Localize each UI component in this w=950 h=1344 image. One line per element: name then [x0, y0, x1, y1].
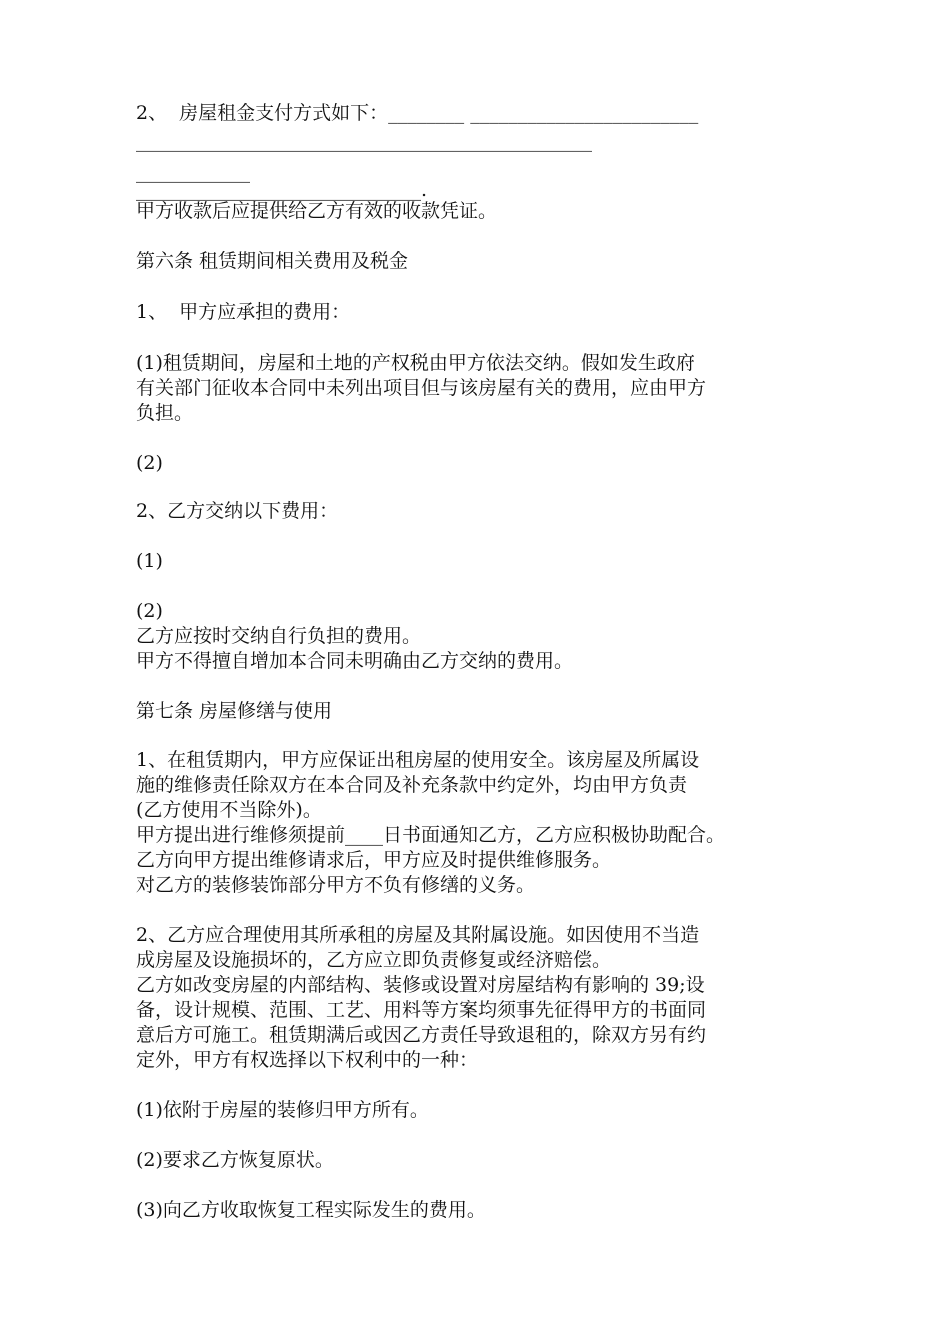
paragraph-line: 2、乙方交纳以下费用： [136, 500, 339, 522]
paragraph-line: (1)租赁期间，房屋和土地的产权税由甲方依法交纳。假如发生政府 [136, 352, 695, 374]
section-heading: 第六条 租赁期间相关费用及税金 [136, 250, 409, 272]
paragraph-line: 有关部门征收本合同中未列出项目但与该房屋有关的费用，应由甲方 [136, 377, 707, 399]
paragraph-line: 施的维修责任除双方在本合同及补充条款中约定外，均由甲方负责 [136, 774, 688, 796]
list-item: (1) [136, 550, 163, 572]
blank-line: ______________________________. [136, 179, 428, 201]
list-item: (2) [136, 600, 163, 622]
paragraph-line: 甲方提出进行维修须提前____日书面通知乙方，乙方应积极协助配合。 [136, 824, 726, 846]
blank-line: ____________ [136, 161, 250, 183]
paragraph-line: (乙方使用不当除外)。 [136, 799, 322, 821]
payment-method-line: 2、 房屋租金支付方式如下：________ ________________________ [136, 102, 699, 124]
paragraph-line: 2、乙方应合理使用其所承租的房屋及其附属设施。如因使用不当造 [136, 924, 700, 946]
paragraph-line: 备，设计规模、范围、工艺、用料等方案均须事先征得甲方的书面同 [136, 999, 707, 1021]
list-item: (2) [136, 452, 163, 474]
paragraph-line: 乙方应按时交纳自行负担的费用。 [136, 625, 422, 647]
paragraph-line: 定外，甲方有权选择以下权利中的一种： [136, 1049, 479, 1071]
paragraph-line: 1、 甲方应承担的费用： [136, 301, 351, 323]
paragraph-line: 负担。 [136, 402, 194, 424]
section-heading: 第七条 房屋修缮与使用 [136, 700, 333, 722]
paragraph-line: 乙方向甲方提出维修请求后，甲方应及时提供维修服务。 [136, 849, 612, 871]
blank-line: ________________________________________________ [136, 130, 592, 152]
list-item: (3)向乙方收取恢复工程实际发生的费用。 [136, 1199, 486, 1221]
list-item: (2)要求乙方恢复原状。 [136, 1149, 334, 1171]
paragraph-line: 甲方不得擅自增加本合同未明确由乙方交纳的费用。 [136, 650, 574, 672]
paragraph-line: 1、在租赁期内，甲方应保证出租房屋的使用安全。该房屋及所属设 [136, 749, 700, 771]
list-item: (1)依附于房屋的装修归甲方所有。 [136, 1099, 429, 1121]
paragraph-line: 甲方收款后应提供给乙方有效的收款凭证。 [136, 200, 498, 222]
paragraph-line: 对乙方的装修装饰部分甲方不负有修缮的义务。 [136, 874, 536, 896]
paragraph-line: 成房屋及设施损坏的，乙方应立即负责修复或经济赔偿。 [136, 949, 612, 971]
paragraph-line: 意后方可施工。租赁期满后或因乙方责任导致退租的，除双方另有约 [136, 1024, 707, 1046]
paragraph-line: 乙方如改变房屋的内部结构、装修或设置对房屋结构有影响的 39;设 [136, 974, 705, 996]
